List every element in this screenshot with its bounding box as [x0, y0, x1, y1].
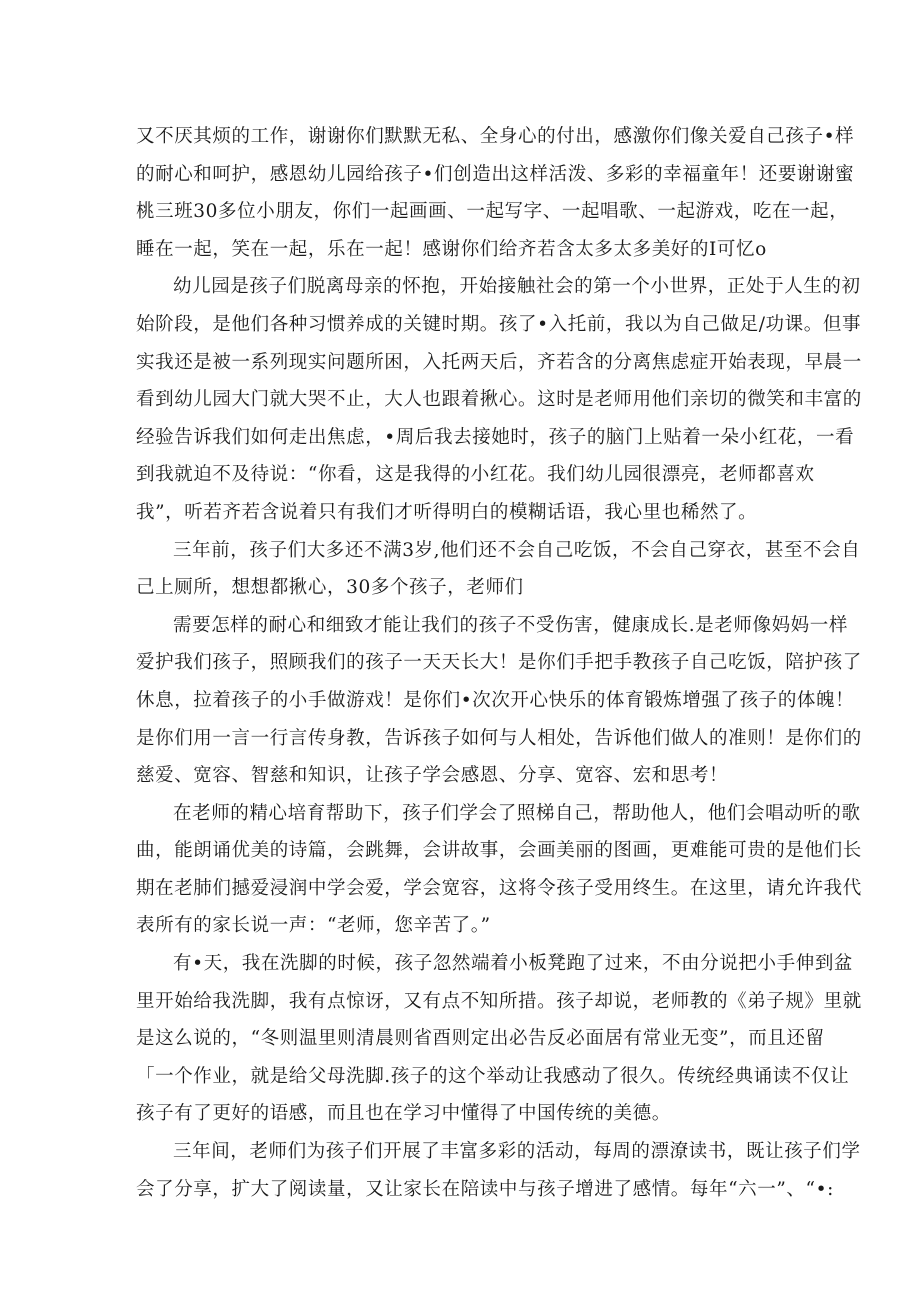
text-line: 「一个作业，就是给父母洗脚.孩子的这个举动让我感动了很久。传统经典诵读不仅让	[136, 1065, 850, 1087]
text-line: 里开始给我洗脚，我有点惊讶，又有点不知所措。孩子却说，老师教的《弟子规》里就	[136, 990, 862, 1012]
text-line: 期在老肺们撼爱浸润中学会爱，学会宽容，这将令孩子受用终生。在这里，请允许我代	[136, 877, 862, 899]
text-line: 己上厕所，想想都揪心，30多个孩子，老师们	[136, 577, 524, 599]
text-line: 又不厌其烦的工作，谢谢你们默默无私、全身心的付出，感激你们像关爱自己孩子•样	[136, 126, 855, 147]
text-line: 看到幼儿园大门就大哭不止，大人也跟着揪心。这时是老师用他们亲切的微笑和丰富的	[136, 389, 862, 411]
text-line: 三年前，孩子们大多还不满3岁,他们还不会自己吃饭，不会自己穿衣，甚至不会自	[173, 539, 861, 561]
text-line: 休息，拉着孩子的小手做游戏！是你们•次次开心快乐的体育锻炼增强了孩子的体魄！	[136, 689, 855, 711]
text-line: 三年间，老师们为孩子们开展了丰富多彩的活动，每周的漂潦读书，既让孩子们学	[173, 1141, 861, 1163]
text-line: 到我就迫不及待说：“你看，这是我得的小红花。我们幼儿园很漂亮，老师都喜欢	[136, 464, 815, 486]
text-line: 睡在一起，笑在一起，乐在一起！感谢你们给齐若含太多太多美好的I可忆o	[136, 238, 767, 260]
text-line: 桃三班30多位小朋友，你们一起画画、一起写字、一起唱歌、一起游戏，吃在一起，	[136, 201, 849, 223]
text-line: 会了分享，扩大了阅读量，又让家长在陪读中与孩子增进了感情。每年“六一”、“•:	[136, 1178, 834, 1200]
text-line: 始阶段，是他们各种习惯养成的关键时期。孩了•入托前，我以为自己做足/功课。但事	[136, 313, 862, 335]
text-line: 孩子有了更好的语感，而且也在学习中懂得了中国传统的美德。	[136, 1103, 671, 1125]
text-line: 是你们用一言一行言传身教，告诉孩子如何与人相处，告诉他们做人的准则！是你们的	[136, 727, 862, 749]
text-line: 爱护我们孩子，照顾我们的孩子一天天长大！是你们手把手教孩子自己吃饭，陪护孩了	[136, 652, 862, 674]
text-line: 的耐心和呵护，感恩幼儿园给孩子•们创造出这样活泼、多彩的幸福童年！还要谢谢蜜	[136, 163, 855, 185]
text-line: 是这么说的，“冬则温里则清晨则省酉则定出必告反必面居有常业无变”，而且还留	[136, 1028, 825, 1050]
text-line: 有•天，我在洗脚的时候，孩子忽然端着小板凳跑了过来，不由分说把小手伸到盆	[173, 953, 854, 975]
document-body	[136, 118, 862, 1208]
text-line: 经验告诉我们如何走出焦虑，•周后我去接她时，孩子的脑门上贴着一朵小红花，一看	[136, 426, 855, 448]
text-line: 表所有的家长说一声：“老师，您辛苦了。”	[136, 915, 491, 937]
text-line: 我”，听若齐若含说着只有我们才听得明白的模糊话语，我心里也稀然了。	[136, 501, 758, 523]
text-line: 慈爱、宽容、智慈和知识，让孩子学会感恩、分享、宽容、宏和思考！	[136, 765, 729, 787]
text-line: 实我还是被一系列现实问题所困，入托两天后，齐若含的分离焦虑症开始表现，早晨一	[136, 351, 862, 373]
text-line: 幼儿园是孩子们脱离母亲的怀抱，开始接触社会的第一个小世界，正处于人生的初	[173, 276, 861, 298]
text-line: 在老师的精心培育帮助下，孩子们学会了照梯自己，帮助他人，他们会唱动听的歌	[173, 802, 861, 824]
text-line: 需要怎样的耐心和细致才能让我们的孩子不受伤害，健康成长.是老师像妈妈一样	[173, 614, 848, 636]
text-line: 曲，能朗诵优美的诗篇，会跳舞，会讲故事，会画美丽的图画，更难能可贵的是他们长	[136, 840, 862, 862]
